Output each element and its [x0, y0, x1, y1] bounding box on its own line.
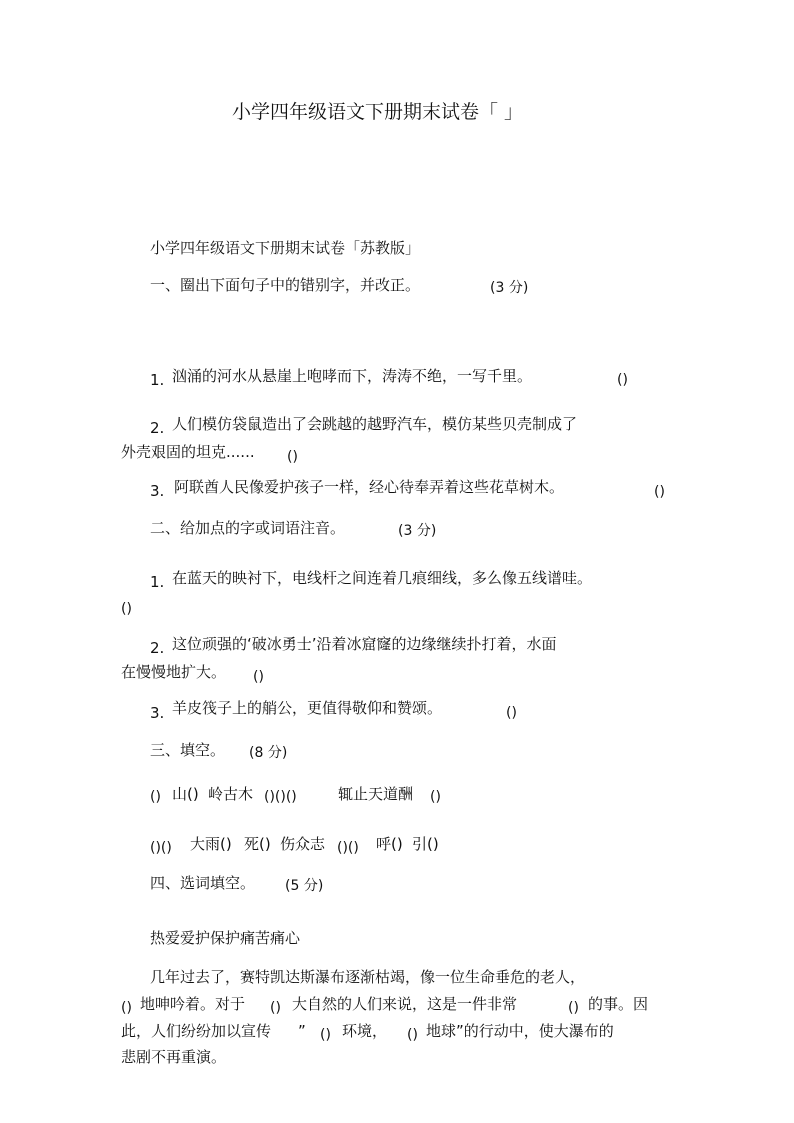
section2-heading: 二、给加点的字或词语注音。: [150, 519, 346, 537]
passage-blank: (): [270, 1000, 281, 1016]
s1-q1-text: 汹涌的河水从悬崖上咆哮而下，涛涛不绝，一写千里。: [172, 367, 533, 385]
s3-row2-item: 死(): [244, 835, 271, 853]
passage-segment: 地呻吟着。对于: [140, 995, 246, 1013]
s3-row1-item: ()()(): [264, 789, 297, 805]
passage-blank: (): [320, 1027, 331, 1043]
passage-segment: ”: [298, 1022, 306, 1040]
section4-score: (5 分): [285, 878, 324, 894]
s3-row1-item: (): [430, 789, 441, 805]
s3-row2-item: 伤众志: [280, 835, 326, 853]
exam-subtitle: 小学四年级语文下册期末试卷「苏教版」: [150, 239, 421, 257]
s2-q3-number: 3.: [150, 704, 165, 722]
s1-q2-number: 2.: [150, 419, 165, 437]
s3-row1-item: 辄止天道酬: [338, 785, 414, 803]
s3-row2-item: ()(): [150, 840, 172, 856]
s3-row1-item: (): [150, 789, 161, 805]
s2-q1-blank: (): [121, 601, 132, 617]
s2-q1-number: 1.: [150, 573, 165, 591]
s2-q1-text: 在蓝天的映衬下，电线杆之间连着几痕细线，多么像五线谱哇。: [172, 569, 593, 587]
s1-q2-line2: 外壳艰固的坦克......: [121, 443, 255, 461]
passage-blank: (): [407, 1027, 418, 1043]
section3-heading: 三、填空。: [150, 741, 226, 759]
s1-q3-text: 阿联酋人民像爱护孩子一样，经心待奉弄着这些花草树木。: [174, 478, 565, 496]
s3-row1-item: 山(): [172, 785, 199, 803]
s3-row2-item: 大雨(): [190, 835, 232, 853]
passage-segment: 地球”的行动中，使大瀑布的: [426, 1022, 614, 1040]
s2-q2-number: 2.: [150, 639, 165, 657]
s1-q3-number: 3.: [150, 482, 165, 500]
s2-q2-line2: 在慢慢地扩大。: [121, 663, 227, 681]
passage-blank: (): [568, 1000, 579, 1016]
s3-row2-item: 引(): [412, 835, 439, 853]
s1-q3-blank: (): [654, 484, 665, 500]
s2-q3-text: 羊皮筏子上的艄公，更值得敬仰和赞颂。: [172, 699, 443, 717]
s1-q1-number: 1.: [150, 371, 165, 389]
passage-line: 悲剧不再重演。: [121, 1048, 227, 1066]
s3-row2-item: ()(): [337, 840, 359, 856]
section4-heading: 四、选词填空。: [150, 874, 256, 892]
section1-score: (3 分): [490, 280, 529, 296]
s2-q2-blank: (): [253, 669, 264, 685]
passage-line: 几年过去了，赛特凯达斯瀑布逐渐枯竭，像一位生命垂危的老人，: [150, 968, 586, 986]
passage-segment: 此，人们纷纷加以宣传: [121, 1022, 272, 1040]
s1-q2-line1: 人们模仿袋鼠造出了会跳越的越野汽车，模仿某些贝壳制成了: [172, 415, 578, 433]
page-title: 小学四年级语文下册期末试卷「 」: [232, 101, 524, 123]
section3-score: (8 分): [249, 745, 288, 761]
passage-segment: 的事。因: [588, 995, 649, 1013]
section2-score: (3 分): [398, 523, 437, 539]
passage-segment: 大自然的人们来说，这是一件非常: [292, 995, 518, 1013]
s2-q3-blank: (): [506, 705, 517, 721]
section1-heading: 一、圈出下面句子中的错别字，并改正。: [150, 276, 421, 294]
s3-row1-item: 岭古木: [208, 785, 254, 803]
passage-segment: 环境，: [342, 1022, 388, 1040]
s2-q2-line1: 这位顽强的‘破冰勇士’沿着冰窟窿的边缘继续扑打着，水面: [172, 635, 557, 653]
word-bank: 热爱爱护保护痛苦痛心: [150, 929, 301, 947]
s1-q1-blank: (): [617, 372, 628, 388]
passage-blank: (): [121, 1000, 132, 1016]
s3-row2-item: 呼(): [376, 835, 403, 853]
s1-q2-blank: (): [287, 449, 298, 465]
